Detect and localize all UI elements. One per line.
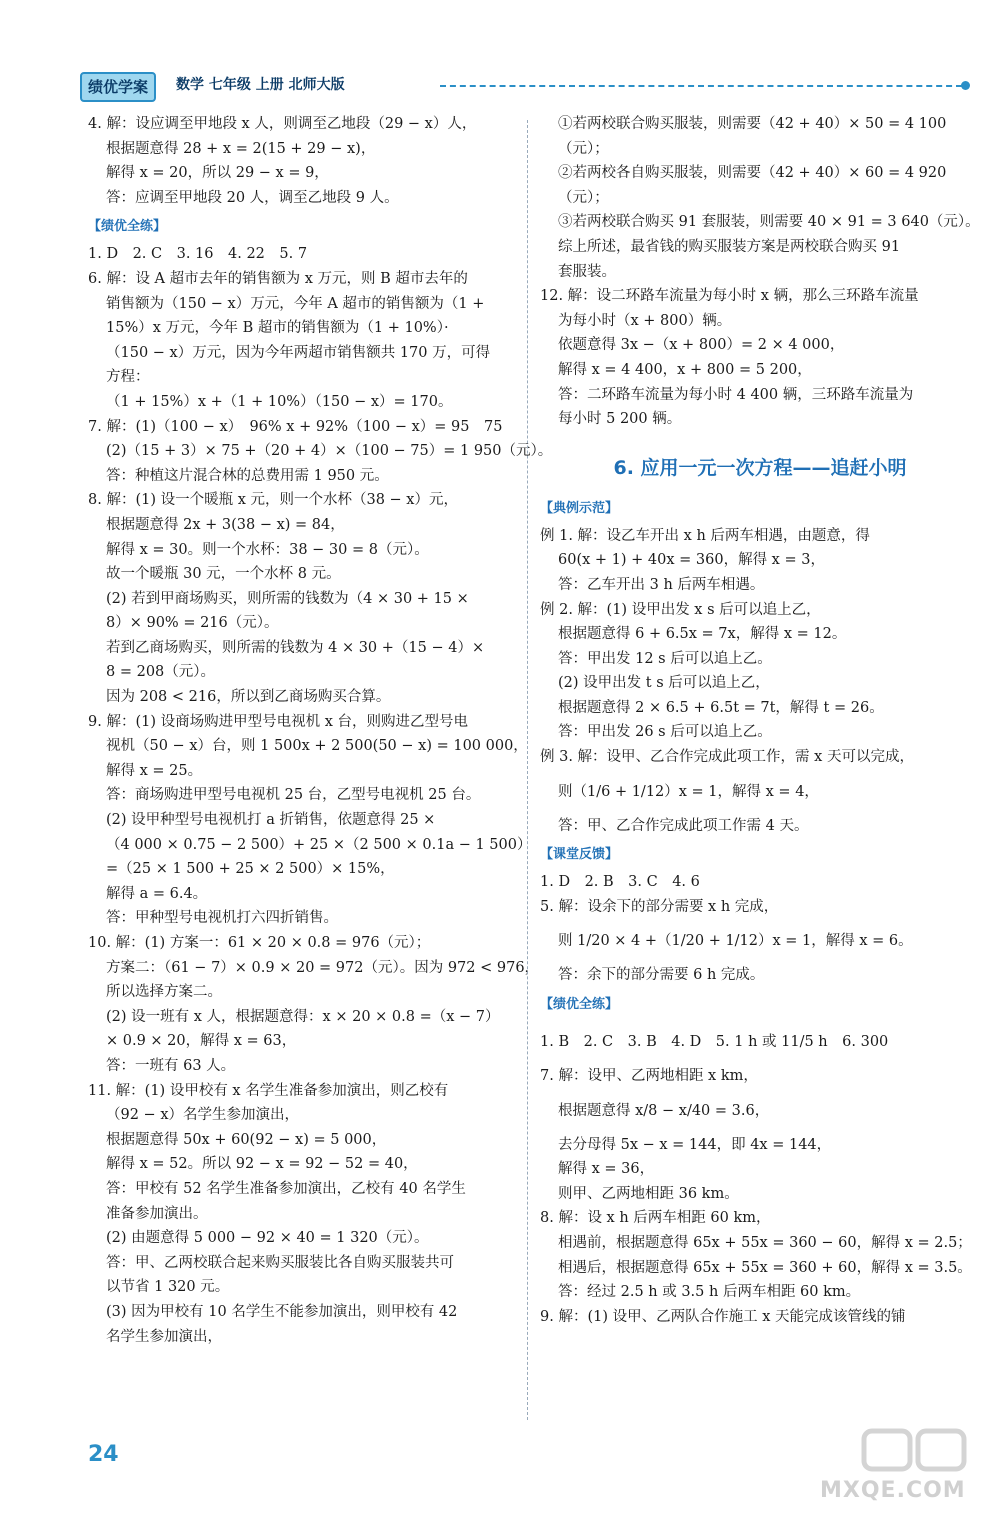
answer-line: 为每小时（x + 800）辆。 (558, 312, 732, 329)
answer-line: (2) 设甲出发 t s 后可以追上乙， (558, 675, 770, 692)
answer-line: 以节省 1 320 元。 (106, 1279, 230, 1296)
answer-line: 答：甲、乙合作完成此项工作需 4 天。 (558, 817, 809, 834)
answer-line: 根据题意得 2 × 6.5 + 6.5t = 7t，解得 t = 26。 (558, 699, 884, 716)
answer-line: （150 − x）万元，因为今年两超市销售额共 170 万，可得 (106, 344, 491, 361)
answer-line: 答：种植这片混合林的总费用需 1 950 元。 (106, 467, 389, 484)
answer-line: 答：甲校有 52 名学生准备参加演出，乙校有 40 名学生 (106, 1180, 466, 1197)
answer-line: 去分母得 5x − x = 144，即 4x = 144， (558, 1136, 832, 1153)
answer-line: (3) 因为甲校有 10 名学生不能参加演出，则甲校有 42 (106, 1303, 458, 1320)
answer-line: 则甲、乙两地相距 36 km。 (558, 1185, 739, 1202)
answer-line: 1. B 2. C 3. B 4. D 5. 1 h 或 11/5 h 6. 300 (540, 1034, 889, 1051)
answer-line: × 0.9 × 20，解得 x = 63， (106, 1033, 297, 1050)
answer-line: 则 1/20 × 4 +（1/20 + 1/12）x = 1，解得 x = 6。 (558, 933, 913, 950)
watermark-logo-icon (860, 1425, 970, 1475)
answer-line: 12. 解：设二环路车流量为每小时 x 辆，那么三环路车流量 (540, 288, 919, 305)
answer-line: 例 1. 解：设乙车开出 x h 后两车相遇，由题意，得 (540, 527, 870, 544)
section-label: 【绩优全练】 (540, 997, 619, 1013)
answer-line: 根据题意得 28 + x = 2(15 + 29 − x)， (106, 140, 376, 157)
answer-line: 相遇前，根据题意得 65x + 55x = 360 − 60，解得 x = 2.5； (558, 1235, 972, 1251)
answer-line: (2) 设一班有 x 人，根据题意得：x × 20 × 0.8 =（x − 7） (106, 1008, 500, 1025)
answer-line: 根据题意得 50x + 60(92 − x) = 5 000， (106, 1131, 387, 1148)
answer-line: （元）； (558, 189, 609, 206)
answer-line: 答：二环路车流量为每小时 4 400 辆，三环路车流量为 (558, 386, 914, 403)
answer-line: 套服装。 (558, 263, 616, 280)
answer-line: 5. 解：设余下的部分需要 x h 完成， (540, 898, 779, 915)
answer-line: （元）； (558, 140, 609, 157)
answer-line: 例 3. 解：设甲、乙合作完成此项工作，需 x 天可以完成， (540, 749, 914, 766)
right-column (540, 112, 980, 1329)
answer-line: 1. D 2. C 3. 16 4. 22 5. 7 (88, 246, 308, 263)
answer-line: 名学生参加演出， (106, 1328, 222, 1345)
answer-line: 4. 解：设应调至甲地段 x 人，则调至乙地段（29 − x）人， (88, 116, 477, 132)
answer-line: 综上所述，最省钱的购买服装方案是两校联合购买 91 (558, 238, 901, 255)
answer-line: 销售额为（150 − x）万元，今年 A 超市的销售额为（1 + (106, 295, 485, 312)
answer-line: 解得 x = 52。所以 92 − x = 92 − 52 = 40， (106, 1156, 418, 1173)
section-label: 【绩优全练】 (88, 219, 167, 235)
answer-line: (2) 由题意得 5 000 − 92 × 40 = 1 320（元）。 (106, 1230, 429, 1247)
answer-line: 视机（50 − x）台，则 1 500x + 2 500(50 − x) = 100 000， (106, 738, 528, 755)
answer-line: （92 − x）名学生参加演出， (106, 1107, 299, 1124)
answer-line: 答：甲出发 26 s 后可以追上乙。 (558, 724, 772, 741)
watermark-text: MXQE.COM (820, 1478, 966, 1503)
answer-line: （1 + 15%）x +（1 + 10%）（150 − x）= 170。 (106, 393, 453, 410)
answer-line: （4 000 × 0.75 − 2 500）+ 25 ×（2 500 × 0.1a − 1 500） (106, 836, 532, 853)
answer-line: 根据题意得 2x + 3(38 − x) = 84， (106, 516, 345, 533)
answer-line: 60(x + 1) + 40x = 360，解得 x = 3， (558, 552, 825, 569)
answer-line: 根据题意得 x/8 − x/40 = 3.6， (558, 1102, 770, 1119)
answer-line: 所以选择方案二。 (106, 984, 222, 1001)
answer-line: 方案二：（61 − 7）× 0.9 × 20 = 972（元）。因为 972 < 976， (106, 959, 540, 976)
answer-line: 则（1/6 + 1/12）x = 1，解得 x = 4， (558, 783, 819, 800)
lesson-title: 6. 应用一元一次方程——追赶小明 (613, 456, 907, 479)
answer-line: 每小时 5 200 辆。 (558, 411, 682, 428)
answer-line: 11. 解：(1) 设甲校有 x 名学生准备参加演出，则乙校有 (88, 1082, 449, 1099)
answer-line: 答：甲种型号电视机打六四折销售。 (106, 910, 338, 927)
answer-line: 8. 解：设 x h 后两车相距 60 km， (540, 1210, 771, 1227)
answer-line: (2) 若到甲商场购买，则所需的钱数为（4 × 30 + 15 × (106, 590, 469, 607)
answer-line: (2)（15 + 3）× 75 +（20 + 4）×（100 − 75）= 1 950（元）。 (106, 443, 553, 460)
answer-line: 9. 解：(1) 设甲、乙两队合作施工 x 天能完成该管线的铺 (540, 1308, 906, 1325)
answer-line: 解得 x = 36， (558, 1161, 655, 1178)
page-header (80, 72, 970, 100)
answer-line: 依题意得 3x −（x + 800）= 2 × 4 000， (558, 337, 845, 354)
answer-line: 8）× 90% = 216（元）。 (106, 615, 279, 632)
answer-line: 根据题意得 6 + 6.5x = 7x，解得 x = 12。 (558, 626, 847, 643)
answer-line: (2) 设甲种型号电视机打 a 折销售，依题意得 25 × (106, 812, 436, 829)
answer-line: 解得 x = 25。 (106, 762, 203, 779)
brand-label: 绩优学案 (80, 72, 156, 102)
answer-line: 8 = 208（元）。 (106, 664, 216, 681)
page-number: 24 (88, 1442, 119, 1467)
answer-line: 因为 208 < 216，所以到乙商场购买合算。 (106, 689, 391, 706)
answer-line: 答：商场购进甲型号电视机 25 台，乙型号电视机 25 台。 (106, 787, 481, 804)
section-label: 【典例示范】 (540, 500, 619, 516)
answer-line: =（25 × 1 500 + 25 × 2 500）× 15%， (106, 861, 395, 878)
answer-line: 6. 解：设 A 超市去年的销售额为 x 万元，则 B 超市去年的 (88, 270, 468, 287)
answer-line: 答：甲出发 12 s 后可以追上乙。 (558, 650, 772, 667)
answer-line: 10. 解：(1) 方案一：61 × 20 × 0.8 = 976（元）； (88, 935, 431, 951)
answer-line: 准备参加演出。 (106, 1205, 208, 1222)
answer-line: 答：甲、乙两校联合起来购买服装比各自购买服装共可 (106, 1254, 454, 1271)
answer-line: 7. 解：(1)（100 − x） 96% x + 92%（100 − x）= 95 75 (88, 418, 503, 435)
answer-line: ②若两校各自购买服装，则需要（42 + 40）× 60 = 4 920 (558, 165, 947, 182)
book-subtitle: 数学 七年级 上册 北师大版 (176, 77, 345, 93)
header-dotted-rule (440, 85, 962, 87)
answer-line: 15%）x 万元，今年 B 超市的销售额为（1 + 10%）· (106, 320, 449, 337)
answer-line: ①若两校联合购买服装，则需要（42 + 40）× 50 = 4 100 (558, 116, 947, 132)
answer-line: 答：余下的部分需要 6 h 完成。 (558, 967, 765, 984)
answer-line: 答：应调至甲地段 20 人，调至乙地段 9 人。 (106, 189, 399, 206)
answer-line: 方程： (106, 369, 150, 386)
answer-line: 解得 x = 4 400，x + 800 = 5 200， (558, 361, 812, 378)
answer-line: 例 2. 解：(1) 设甲出发 x s 后可以追上乙， (540, 601, 821, 618)
answer-line: 1. D 2. B 3. C 4. 6 (540, 874, 700, 891)
answer-line: ③若两校联合购买 91 套服装，则需要 40 × 91 = 3 640（元）。 (558, 214, 980, 231)
header-rule-end-dot (961, 81, 970, 90)
column-divider (527, 120, 528, 1420)
answer-line: 答：一班有 63 人。 (106, 1057, 236, 1074)
section-label: 【课堂反馈】 (540, 847, 619, 863)
answer-line: 若到乙商场购买，则所需的钱数为 4 × 30 +（15 − 4）× (106, 639, 485, 656)
answer-line: 故一个暖瓶 30 元，一个水杯 8 元。 (106, 566, 341, 583)
answer-line: 8. 解：(1) 设一个暖瓶 x 元，则一个水杯（38 − x）元， (88, 492, 458, 509)
answer-line: 解得 a = 6.4。 (106, 885, 208, 902)
answer-line: 解得 x = 30。则一个水杯：38 − 30 = 8（元）。 (106, 541, 429, 558)
answer-line: 7. 解：设甲、乙两地相距 x km， (540, 1068, 758, 1085)
left-column (88, 112, 553, 1349)
answer-line: 答：经过 2.5 h 或 3.5 h 后两车相距 60 km。 (558, 1284, 861, 1301)
answer-line: 9. 解：(1) 设商场购进甲型号电视机 x 台，则购进乙型号电 (88, 713, 468, 730)
answer-line: 解得 x = 20，所以 29 − x = 9， (106, 165, 329, 182)
answer-line: 相遇后，根据题意得 65x + 55x = 360 + 60，解得 x = 3.5。 (558, 1259, 972, 1276)
answer-line: 答：乙车开出 3 h 后两车相遇。 (558, 576, 765, 593)
